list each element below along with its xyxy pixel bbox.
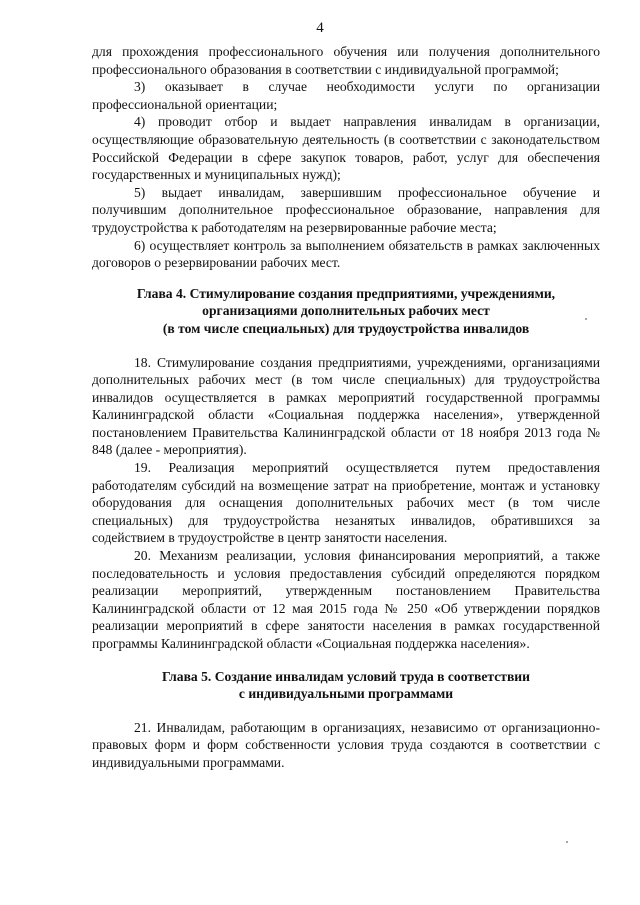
- chapter-4-body: [92, 354, 600, 653]
- paragraph-item-3: 3) оказывает в случае необходимости услуги по организации профессиональной ориентации;: [92, 79, 600, 112]
- chapter-5-heading: [92, 668, 600, 703]
- paragraph-item-6: 6) осуществляет контроль за выполнением обязательств в рамках заключенных договоров о резервировании рабочих мест.: [92, 237, 600, 271]
- chapter-4-title-line-1: Глава 4. Стимулирование создания предприятиями, учреждениями,: [136, 285, 556, 301]
- chapter-5-body: [92, 719, 600, 772]
- chapter-4-title-line-2: организациями дополнительных рабочих мест: [202, 303, 490, 319]
- paragraph-21: 21. Инвалидам, работающим в организациях, независимо от организационно-правовых форм и форм собственности условия труда создаются в соответствии с индивидуальными программами.: [92, 719, 600, 770]
- paragraph-19: 19. Реализация мероприятий осуществляется путем предоставления работодателям субсидий на возмещение затрат на приобретение, монтаж и установку оборудования для оснащения дополнительных рабочих мест (в том числе специальных) для трудоустройства незанятых инвалидов, обратившихся за содействием в трудоустройстве в центр занятости населения.: [92, 460, 600, 546]
- scan-speck: [585, 318, 587, 320]
- paragraph-item-4: 4) проводит отбор и выдает направления инвалидам в организации, осуществляющие образовательную деятельность (в соответствии с законодательством Российской Федерации в сфере закупок товаров, работ, услуг для обеспечения государственных и муниципальных нужд);: [92, 114, 600, 183]
- chapter-5-title-line-2: с индивидуальными программами: [238, 686, 454, 702]
- document-body: [92, 43, 600, 772]
- chapter-4-title-line-3: (в том числе специальных) для трудоустройства инвалидов: [162, 320, 530, 336]
- page-number: 4: [316, 20, 324, 36]
- paragraph-20: 20. Механизм реализации, условия финансирования мероприятий, а также последовательность и условия предоставления субсидий определяются порядком реализации мероприятий, утвержденным постановлением Правительства Калининградской области от 12 мая 2015 года № 250 «Об утверждении порядков реализации мероприятий в сфере занятости населения в рамках государственной программы Калининградской области «Социальная поддержка населения».: [92, 548, 600, 651]
- chapter-4-heading: [92, 285, 600, 338]
- paragraph-item-5: 5) выдает инвалидам, завершившим профессиональное обучение и получившим дополнительное профессиональное образование, направления для трудоустройства к работодателям на резервированные рабочие места;: [92, 184, 600, 235]
- scan-speck: [566, 841, 568, 843]
- chapter-5-title-line-1: Глава 5. Создание инвалидам условий труда в соответствии: [162, 668, 530, 684]
- paragraph-continuation: для прохождения профессионального обучения или получения дополнительного профессионального образования в соответствии с индивидуальной программой;: [92, 44, 600, 77]
- paragraph-18: 18. Стимулирование создания предприятиями, учреждениями, организациями дополнительных рабочих мест (в том числе специальных) для трудоустройства инвалидов осуществляется в рамках мероприятий государственной программы Калининградской области «Социальная поддержка населения», утвержденной постановлением Правительства Калининградской области от 18 ноября 2013 года № 848 (далее - мероприятия).: [92, 354, 600, 458]
